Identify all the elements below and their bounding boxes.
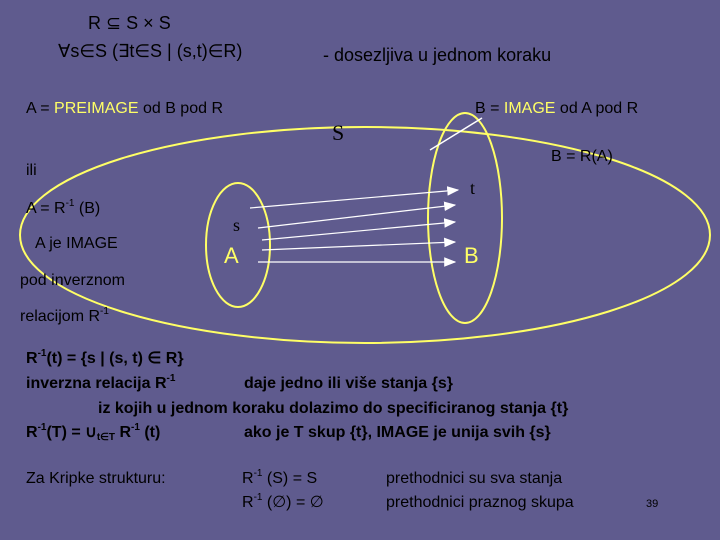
rinv-set-definition: [26, 424, 160, 442]
def4-sup2: -1: [131, 422, 140, 433]
a-set-label: A: [224, 243, 239, 268]
keq1-pre: R: [242, 470, 254, 487]
keq1-sup: -1: [253, 468, 263, 479]
preimage-a-eq: A =: [26, 100, 55, 117]
a-rinv-pre: A = R: [26, 200, 66, 217]
keq2-pre: R: [242, 494, 254, 511]
ili-label: ili: [26, 162, 37, 179]
inverse-relation-line: [26, 375, 175, 393]
set-s-label: S: [332, 120, 345, 145]
kripke-eq-s: [242, 470, 317, 488]
s-label: s: [233, 215, 241, 235]
image-word: IMAGE: [503, 100, 556, 117]
keq2-sup: -1: [253, 492, 263, 503]
def4-post: (t): [139, 424, 161, 441]
s-symbol-2: S: [158, 13, 171, 33]
totality-condition: ∀s∈S (∃t∈S | (s,t)∈R): [58, 41, 243, 61]
relacijom-pre: relacijom R: [20, 308, 101, 325]
one-step-note: iz kojih u jednom koraku dolazimo do specificiranog stanja {t}: [98, 400, 569, 417]
s-symbol-1: S: [126, 13, 139, 33]
kripke-label: Za Kripke strukturu:: [26, 470, 166, 487]
r-symbol: R: [88, 13, 101, 33]
a-rinv-sup: -1: [65, 198, 75, 209]
def1-pre: R: [26, 350, 38, 367]
preimage-word: PREIMAGE: [54, 100, 139, 117]
b-equals-ra: B = R(A): [551, 148, 613, 165]
def4-mid: (T) = ∪: [46, 424, 97, 441]
union-note: ako je T skup {t}, IMAGE je unija svih {s}: [244, 424, 551, 441]
def1-post: (t) = {s | (s, t) ∈ R}: [46, 350, 184, 367]
image-rest: od A pod R: [555, 100, 639, 117]
image-pointer-line: [430, 118, 482, 150]
def4-sub: t∈T: [96, 432, 115, 443]
def2-pre: inverzna relacija R: [26, 375, 167, 392]
rinv-t-definition: [26, 350, 184, 368]
reachable-note: - dosezljiva u jednom koraku: [323, 45, 552, 65]
preimage-rest: od B pod R: [138, 100, 223, 117]
a-rinv-post: (B): [74, 200, 101, 217]
inverse-relation-note: daje jedno ili više stanja {s}: [244, 375, 453, 392]
arrow-a-to-b-3: [262, 242, 455, 250]
a-equals-rinv-b: [26, 200, 100, 218]
def4-mid2: R: [115, 424, 131, 441]
keq2-post: (∅) = ∅: [262, 494, 324, 511]
t-label: t: [470, 178, 476, 198]
def4-pre: R: [26, 424, 38, 441]
arrow-s-to-t: [250, 190, 458, 208]
preimage-definition: [26, 100, 223, 118]
a-je-image: A je IMAGE: [35, 235, 118, 252]
pod-inverznom: pod inverznom: [20, 272, 125, 289]
subset-symbol: ⊆: [106, 13, 122, 33]
b-set-label: B: [464, 243, 479, 268]
image-definition: [475, 100, 638, 118]
image-b-eq: B =: [475, 100, 504, 117]
keq1-post: (S) = S: [262, 470, 318, 487]
def1-sup: -1: [37, 348, 47, 359]
kripke-note-all: prethodnici su sva stanja: [386, 470, 563, 487]
times-symbol: ×: [143, 13, 154, 33]
def2-sup: -1: [166, 373, 176, 384]
relacijom-sup: -1: [100, 306, 109, 317]
relation-definition: [88, 14, 171, 32]
kripke-eq-empty: [242, 494, 324, 512]
page-number: 39: [646, 498, 659, 510]
kripke-note-empty: prethodnici praznog skupa: [386, 494, 574, 511]
def4-sup: -1: [37, 422, 47, 433]
relacijom-rinv: [20, 308, 109, 326]
